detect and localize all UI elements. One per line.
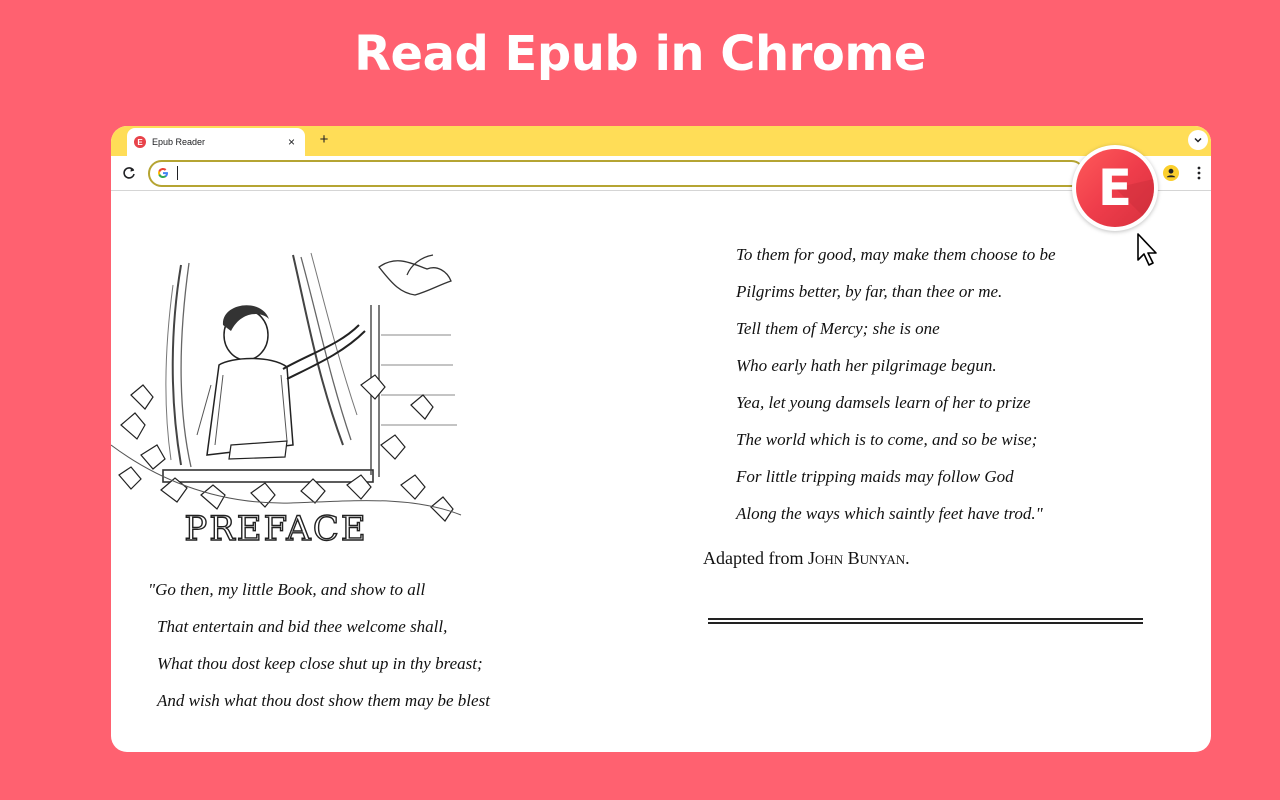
reload-icon[interactable] (121, 165, 137, 181)
preface-illustration (111, 245, 463, 547)
verse-line: Along the ways which saintly feet have trod." (736, 504, 1043, 523)
epub-reader-extension-icon[interactable] (1072, 145, 1158, 231)
preface-caption: PREFACE (184, 509, 368, 547)
attribution-prefix: Adapted from (703, 548, 804, 568)
epub-favicon-icon: E (134, 136, 146, 148)
left-verse (148, 571, 490, 719)
text-caret (177, 166, 178, 180)
google-g-icon (157, 167, 169, 179)
verse-line: Who early hath her pilgrimage begun. (736, 356, 997, 375)
extension-logo (1076, 149, 1154, 227)
attribution (703, 548, 910, 569)
verse-line: "Go then, my little Book, and show to all (148, 580, 426, 599)
extension-letter: E (1097, 159, 1133, 217)
verse-line: To them for good, may make them choose to be (736, 245, 1056, 264)
epub-reader-page (111, 191, 1211, 752)
tab-title: Epub Reader (152, 137, 206, 147)
profile-avatar-icon[interactable] (1163, 165, 1179, 181)
address-bar[interactable] (148, 160, 1085, 187)
more-menu-icon[interactable] (1194, 165, 1204, 181)
new-tab-button[interactable]: + (319, 131, 329, 148)
browser-toolbar (111, 156, 1211, 191)
tab-strip (111, 126, 1211, 156)
verse-line: That entertain and bid thee welcome shall, (157, 617, 448, 636)
browser-window (111, 126, 1211, 752)
tab-epub-reader[interactable] (127, 128, 305, 156)
verse-line: What thou dost keep close shut up in thy breast; (157, 654, 483, 673)
tab-close-icon[interactable]: × (287, 135, 295, 149)
verse-line: For little tripping maids may follow God (736, 467, 1014, 486)
verse-line: The world which is to come, and so be wise; (736, 430, 1038, 449)
mouse-pointer-icon (1136, 232, 1160, 268)
tab-search-chevron-down-icon[interactable] (1188, 130, 1208, 150)
verse-line: And wish what thou dost show them may be blest (157, 691, 490, 710)
headline: Read Epub in Chrome (354, 26, 926, 82)
attribution-suffix: . (905, 548, 910, 568)
verse-line: Tell them of Mercy; she is one (736, 319, 940, 338)
verse-line: Pilgrims better, by far, than thee or me. (736, 282, 1003, 301)
verse-line: Yea, let young damsels learn of her to prize (736, 393, 1031, 412)
section-divider (708, 618, 1143, 624)
attribution-author: John Bunyan (807, 548, 906, 568)
right-verse (736, 236, 1056, 532)
